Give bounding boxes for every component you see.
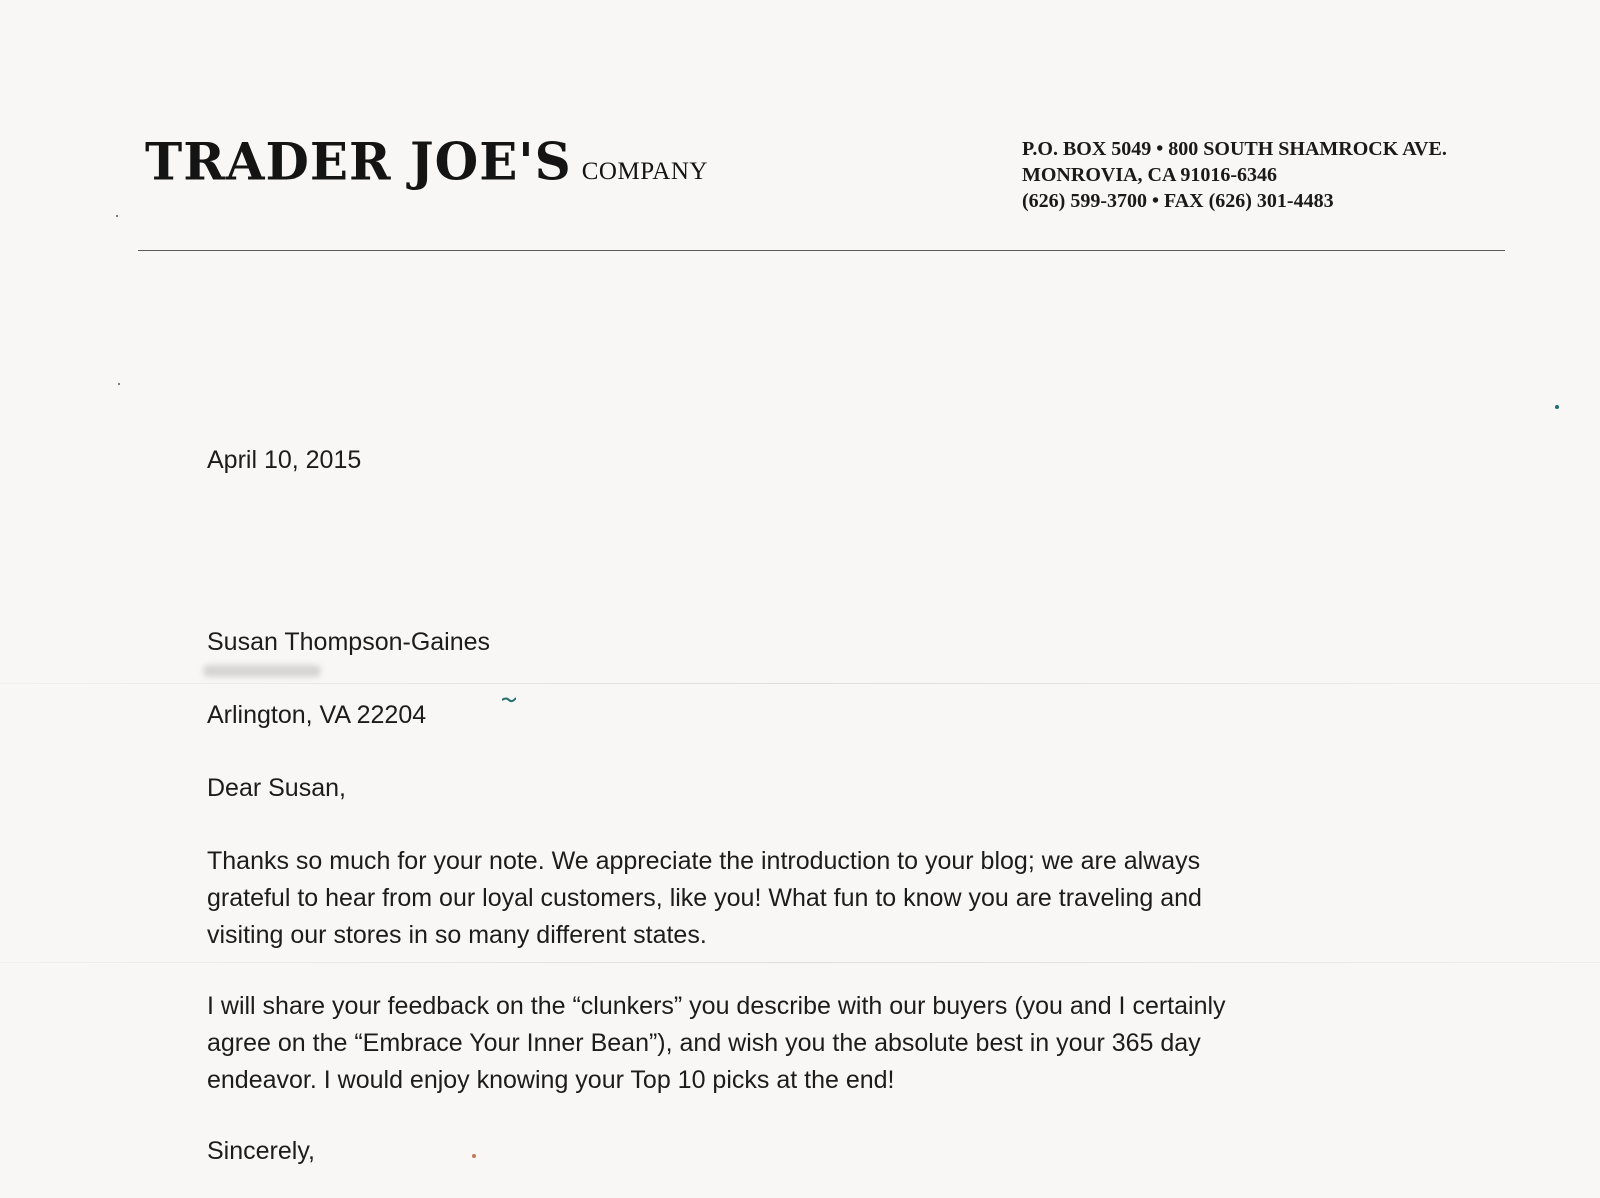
- recipient-name: Susan Thompson-Gaines: [207, 628, 491, 656]
- paper-fold-line: [0, 683, 1600, 684]
- ink-mark: [502, 697, 516, 703]
- paragraph-line: grateful to hear from our loyal customers, like you! What fun to know you are traveling and: [207, 884, 1202, 912]
- redacted-street-address: [203, 665, 321, 677]
- salutation: Dear Susan,: [207, 774, 346, 802]
- letterhead-address: [1022, 136, 1447, 214]
- paragraph-line: Thanks so much for your note. We appreciate the introduction to your blog; we are always: [207, 847, 1201, 875]
- address-line: P.O. BOX 5049 • 800 SOUTH SHAMROCK AVE.: [1022, 138, 1447, 160]
- ink-speck: [118, 383, 120, 385]
- letter-date: April 10, 2015: [207, 446, 362, 474]
- letterhead-divider: [138, 250, 1505, 251]
- paragraph-line: agree on the “Embrace Your Inner Bean”), and wish you the absolute best in your 365 day: [207, 1029, 1201, 1057]
- paragraph-1: [207, 843, 1387, 954]
- company-suffix: COMPANY: [581, 158, 708, 185]
- address-line: MONROVIA, CA 91016-6346: [1022, 164, 1277, 186]
- ink-speck: [472, 1154, 476, 1158]
- paper-fold-line: [0, 962, 1600, 963]
- paragraph-line: endeavor. I would enjoy knowing your Top 10 picks at the end!: [207, 1066, 895, 1094]
- paragraph-2: [207, 988, 1387, 1099]
- paragraph-line: I will share your feedback on the “clunkers” you describe with our buyers (you and I certainly: [207, 992, 1226, 1020]
- paragraph-line: visiting our stores in so many different states.: [207, 921, 707, 949]
- phone-line: (626) 599-3700 • FAX (626) 301-4483: [1022, 190, 1334, 212]
- company-logo: [145, 132, 708, 191]
- recipient-city: Arlington, VA 22204: [207, 701, 427, 729]
- closing: Sincerely,: [207, 1137, 315, 1165]
- company-name: TRADER JOE'S: [145, 131, 572, 192]
- ink-speck: [116, 215, 118, 217]
- ink-speck: [1555, 405, 1559, 409]
